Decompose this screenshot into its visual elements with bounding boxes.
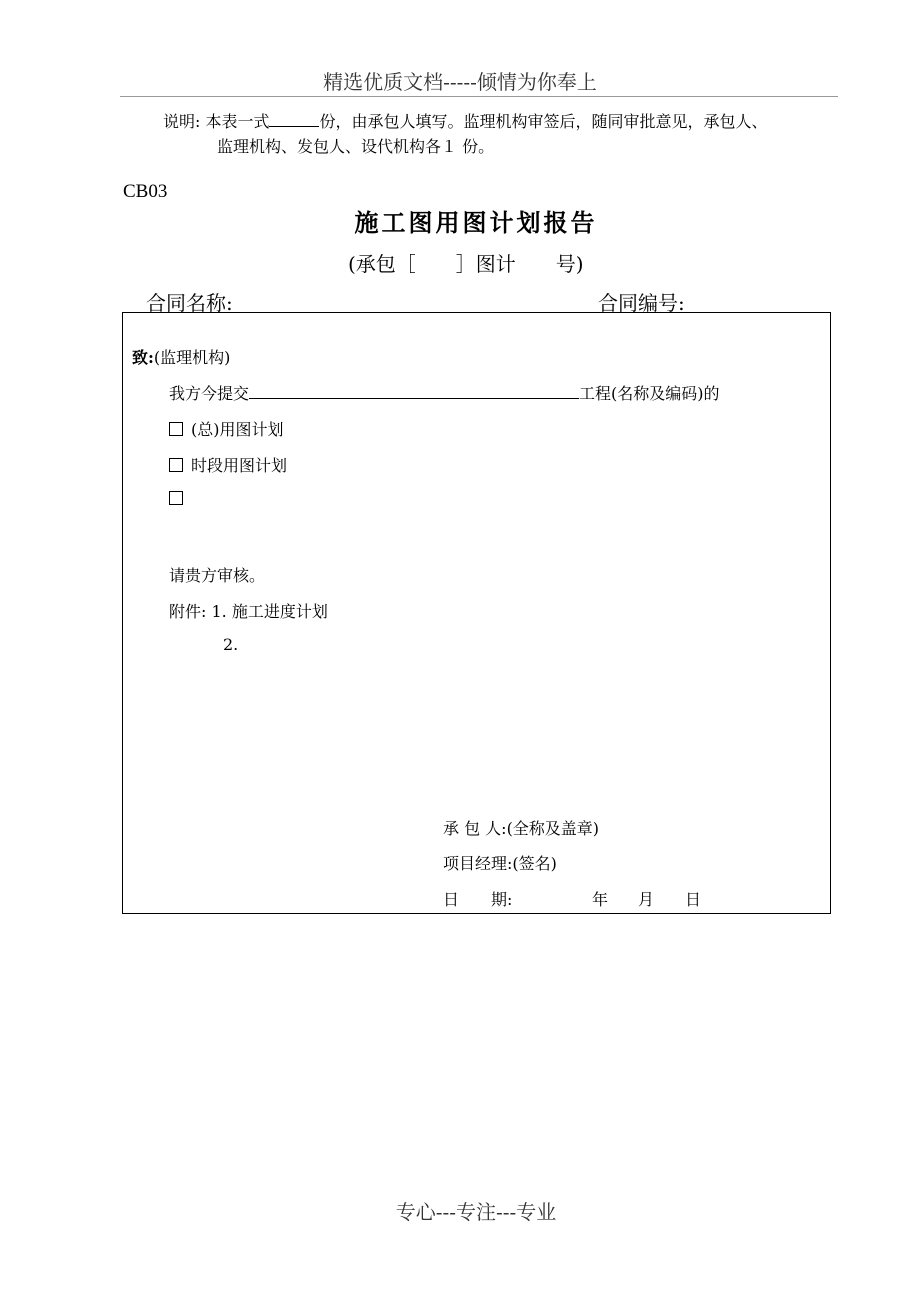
contract-number-label: 合同编号: bbox=[598, 291, 685, 315]
option-period-plan[interactable] bbox=[169, 453, 287, 476]
project-manager-signature: 项目经理:(签名) bbox=[443, 854, 557, 873]
instruction-note-line2: 监理机构、发包人、设代机构各１ 份。 bbox=[217, 137, 495, 156]
submit-suffix: 工程(名称及编码)的 bbox=[579, 384, 720, 403]
form-title: 施工图用图计划报告 bbox=[354, 209, 598, 237]
review-request: 请贵方审核。 bbox=[169, 566, 266, 585]
option-other[interactable] bbox=[169, 489, 191, 508]
option-label: 时段用图计划 bbox=[191, 456, 288, 475]
date-day: 日 bbox=[685, 890, 702, 909]
date-month: 月 bbox=[638, 890, 655, 909]
contractor-signature: 承 包 人:(全称及盖章) bbox=[443, 819, 600, 838]
recipient-line bbox=[132, 345, 230, 368]
date-year: 年 bbox=[592, 890, 609, 909]
option-overall-plan[interactable] bbox=[169, 417, 284, 440]
checkbox-other[interactable] bbox=[169, 491, 183, 505]
page-header-banner: 精选优质文档-----倾情为你奉上 bbox=[323, 70, 597, 94]
submission-line bbox=[169, 381, 720, 404]
copies-blank[interactable] bbox=[269, 112, 319, 127]
header-divider bbox=[120, 96, 838, 97]
attachment-2: 2. bbox=[223, 635, 239, 654]
date-line bbox=[443, 887, 702, 910]
note-suffix: 份，由承包人填写。监理机构审签后，随同审批意见，承包人、 bbox=[319, 112, 768, 131]
date-label: 日 期: bbox=[443, 890, 513, 909]
form-subtitle: (承包［ ］图计 号) bbox=[348, 252, 584, 276]
recipient: (监理机构) bbox=[153, 348, 231, 367]
attachment-1: 附件: 1. 施工进度计划 bbox=[169, 602, 328, 621]
contract-name-label: 合同名称: bbox=[146, 291, 233, 315]
instruction-note-line1 bbox=[163, 109, 768, 132]
to-label: 致: bbox=[132, 348, 154, 367]
note-prefix: 说明: 本表一式 bbox=[163, 112, 270, 131]
checkbox-period-plan[interactable] bbox=[169, 458, 183, 472]
page-footer-banner: 专心---专注---专业 bbox=[395, 1200, 557, 1224]
project-name-blank[interactable] bbox=[249, 382, 579, 399]
checkbox-overall-plan[interactable] bbox=[169, 422, 183, 436]
submit-prefix: 我方今提交 bbox=[169, 384, 250, 403]
form-code: CB03 bbox=[123, 181, 168, 202]
option-label: (总)用图计划 bbox=[191, 420, 284, 439]
